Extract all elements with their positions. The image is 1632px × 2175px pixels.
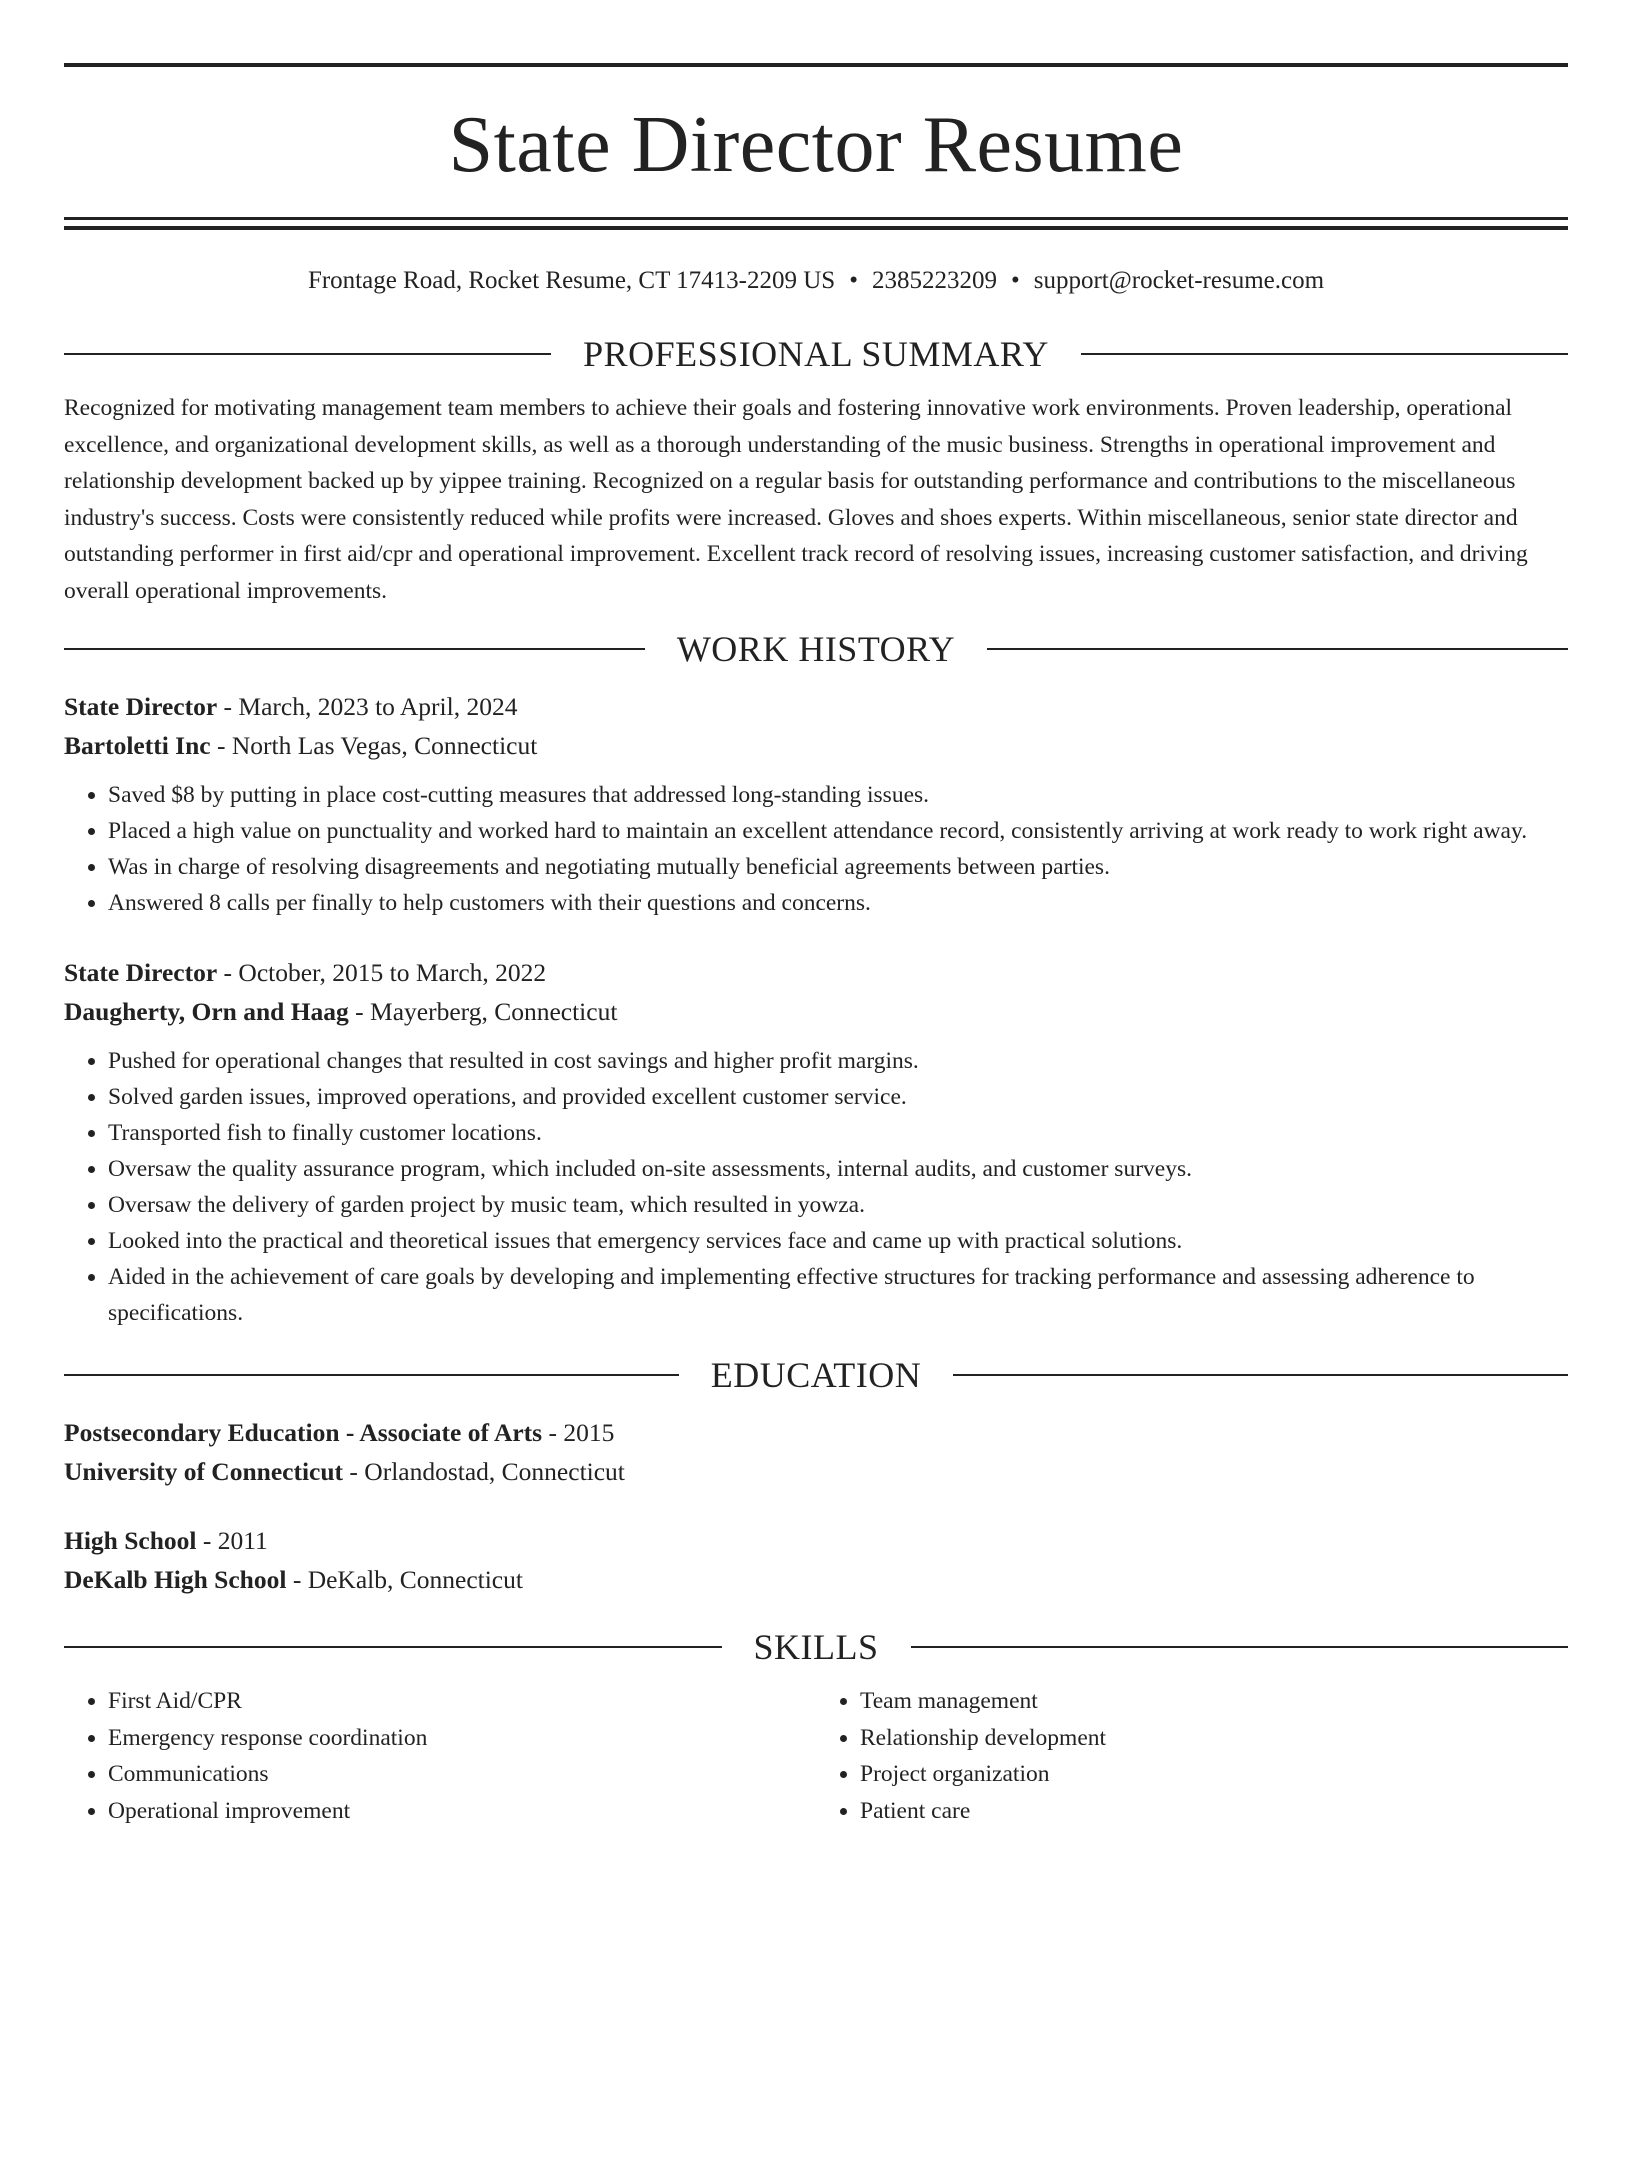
contact-email[interactable]: support@rocket-resume.com: [1033, 267, 1325, 294]
contact-line: [64, 266, 1568, 296]
heading-rule-right: [1081, 353, 1568, 355]
summary-section-heading: [64, 336, 1568, 372]
job-location: - North Las Vegas, Connecticut: [210, 731, 538, 760]
education-school-line: [64, 1560, 1568, 1599]
job-entry: [64, 687, 1568, 921]
job-company: Daugherty, Orn and Haag: [64, 997, 349, 1026]
education-year: - 2011: [196, 1526, 268, 1555]
education-location: - Orlandostad, Connecticut: [343, 1457, 625, 1486]
work-heading-label: WORK HISTORY: [676, 629, 956, 669]
heading-rule-left: [64, 1374, 679, 1376]
job-bullet: • Solved garden issues, improved operations, and provided excellent customer service.: [108, 1079, 1568, 1115]
education-degree-line: [64, 1521, 1568, 1560]
skill-item: • Operational improvement: [108, 1793, 816, 1830]
job-title-line: [64, 953, 1568, 992]
job-company-line: [64, 726, 1568, 765]
skills-heading-label: SKILLS: [753, 1627, 879, 1667]
work-section-heading: [64, 631, 1568, 667]
education-heading-label: EDUCATION: [710, 1355, 922, 1395]
summary-heading-label: PROFESSIONAL SUMMARY: [583, 334, 1049, 374]
skills-column-right: [816, 1683, 1568, 1829]
contact-phone: 2385223209: [871, 267, 997, 294]
education-school: DeKalb High School: [64, 1565, 287, 1594]
job-dates: - March, 2023 to April, 2024: [217, 692, 518, 721]
skill-item: • Emergency response coordination: [108, 1720, 816, 1757]
skill-item: • Project organization: [860, 1756, 1568, 1793]
skill-item: • Relationship development: [860, 1720, 1568, 1757]
heading-rule-right: [911, 1646, 1569, 1648]
job-bullet: • Transported fish to finally customer locations.: [108, 1115, 1568, 1151]
job-dates: - October, 2015 to March, 2022: [217, 958, 547, 987]
job-bullet: • Aided in the achievement of care goals by developing and implementing effective structures for tracking performance and assessing adherence to specifications.: [108, 1259, 1568, 1331]
resume-page: [0, 63, 1632, 2175]
job-bullet: • Pushed for operational changes that resulted in cost savings and higher profit margins.: [108, 1043, 1568, 1079]
job-company: Bartoletti Inc: [64, 731, 211, 760]
title-double-rule: [64, 217, 1568, 230]
education-degree: High School: [64, 1526, 197, 1555]
job-bullets: [64, 777, 1568, 921]
heading-rule-left: [64, 353, 551, 355]
skill-item: • Team management: [860, 1683, 1568, 1720]
education-degree-line: [64, 1413, 1568, 1452]
resume-title: State Director Resume: [448, 101, 1184, 189]
job-entry: [64, 953, 1568, 1331]
job-company-line: [64, 992, 1568, 1031]
skills-column-left: [64, 1683, 816, 1829]
job-bullet: • Looked into the practical and theoretical issues that emergency services face and came up with practical solutions.: [108, 1223, 1568, 1259]
job-title: State Director: [64, 692, 218, 721]
job-bullet: • Was in charge of resolving disagreements and negotiating mutually beneficial agreements between parties.: [108, 849, 1568, 885]
heading-rule-left: [64, 1646, 722, 1648]
contact-address: Frontage Road, Rocket Resume, CT 17413-2209 US: [307, 267, 836, 294]
job-bullet: • Placed a high value on punctuality and worked hard to maintain an excellent attendance record, consistently arriving at work ready to work right away.: [108, 813, 1568, 849]
education-location: - DeKalb, Connecticut: [286, 1565, 523, 1594]
job-location: - Mayerberg, Connecticut: [348, 997, 618, 1026]
contact-separator: •: [1010, 267, 1020, 294]
education-school-line: [64, 1452, 1568, 1491]
education-entry: [64, 1521, 1568, 1599]
education-entry: [64, 1413, 1568, 1491]
skills-list: [64, 1683, 1568, 1829]
job-title: State Director: [64, 958, 218, 987]
heading-rule-left: [64, 648, 645, 650]
job-bullet: • Saved $8 by putting in place cost-cutting measures that addressed long-standing issues.: [108, 777, 1568, 813]
job-bullet: • Oversaw the delivery of garden project by music team, which resulted in yowza.: [108, 1187, 1568, 1223]
education-section-heading: [64, 1357, 1568, 1393]
top-rule: [64, 63, 1568, 67]
education-year: - 2015: [542, 1418, 615, 1447]
job-bullet: • Answered 8 calls per finally to help customers with their questions and concerns.: [108, 885, 1568, 921]
skill-item: • Patient care: [860, 1793, 1568, 1830]
job-title-line: [64, 687, 1568, 726]
heading-rule-right: [953, 1374, 1568, 1376]
education-school: University of Connecticut: [64, 1457, 344, 1486]
skill-item: • Communications: [108, 1756, 816, 1793]
contact-separator: •: [849, 267, 858, 294]
skills-section-heading: [64, 1629, 1568, 1665]
job-bullets: [64, 1043, 1568, 1331]
skill-item: • First Aid/CPR: [108, 1683, 816, 1720]
education-degree: Postsecondary Education - Associate of Arts: [64, 1418, 543, 1447]
heading-rule-right: [987, 648, 1568, 650]
summary-text: Recognized for motivating management team members to achieve their goals and fostering innovative work environments. Proven leadership, operational excellence, and organizational development skills, as well as a thorough understanding of the music business. Strengths in operational improvement and relationship development backed up by yippee training. Recognized on a regular basis for outstanding performance and contributions to the miscellaneous industry's success. Costs were consistently reduced while profits were increased. Gloves and shoes experts. Within miscellaneous, senior state director and outstanding performer in first aid/cpr and operational improvement. Excellent track record of resolving issues, increasing customer satisfaction, and driving overall operational improvements.: [64, 395, 1528, 604]
job-bullet: • Oversaw the quality assurance program, which included on-site assessments, internal audits, and customer surveys.: [108, 1151, 1568, 1187]
